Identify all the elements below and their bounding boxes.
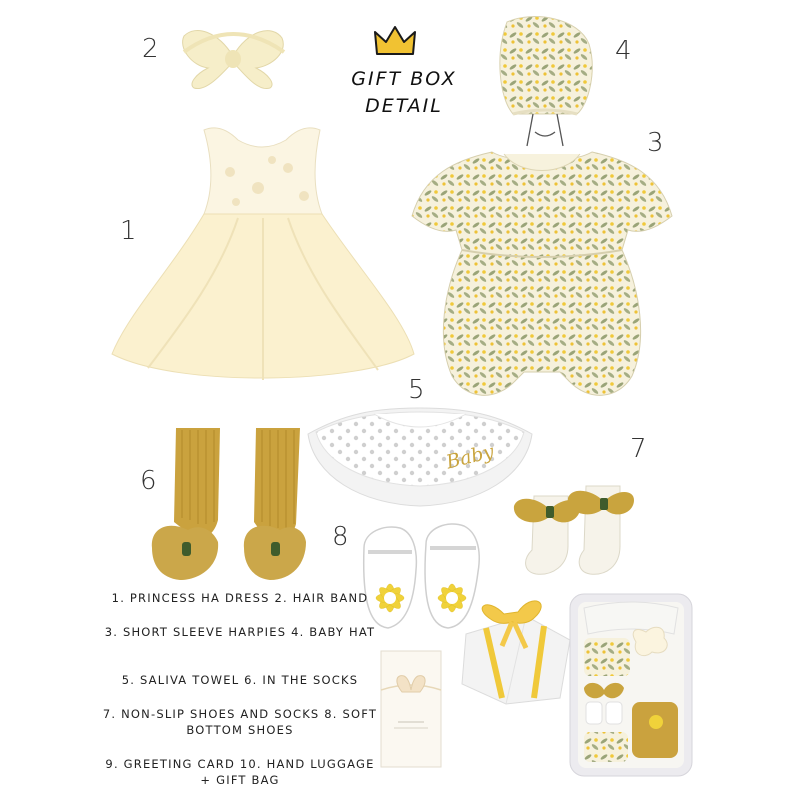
item-number-6: 6 xyxy=(140,466,157,496)
greeting-card-image xyxy=(380,650,442,768)
bib-image xyxy=(304,406,536,512)
caption-items-1-2: 1. PRINCESS HA DRESS 2. HAIR BAND xyxy=(111,591,369,605)
socks-image xyxy=(146,424,306,584)
baby-hat-image xyxy=(493,14,597,154)
bow-socks-image xyxy=(512,476,636,578)
caption-items-9-10: 9. GREETING CARD 10. HAND LUGGAGE + GIFT BAG xyxy=(105,757,375,787)
item-number-5: 5 xyxy=(408,375,425,405)
item-number-2: 2 xyxy=(142,34,159,64)
item-number-4: 4 xyxy=(615,36,632,66)
hand-luggage-image xyxy=(568,592,694,778)
page-title xyxy=(334,66,474,120)
caption-items-5-6: 5. SALIVA TOWEL 6. IN THE SOCKS xyxy=(121,673,359,687)
item-number-8: 8 xyxy=(332,522,349,552)
hair-band-image xyxy=(178,22,288,92)
princess-dress-image xyxy=(108,118,418,398)
title-line-2: DETAIL xyxy=(365,95,443,117)
caption-items-7-8: 7. NON-SLIP SHOES AND SOCKS 8. SOFT BOTTOM SHOES xyxy=(102,707,378,737)
crown-icon xyxy=(373,24,417,58)
item-number-1: 1 xyxy=(120,216,137,246)
bib-embroidery-text: Baby xyxy=(444,440,497,474)
gift-bag-image xyxy=(456,594,576,706)
caption-items-3-4: 3. SHORT SLEEVE HARPIES 4. BABY HAT xyxy=(104,625,376,639)
item-number-3: 3 xyxy=(647,128,664,158)
romper-image xyxy=(408,140,676,412)
item-number-7: 7 xyxy=(630,434,647,464)
title-line-1: GIFT BOX xyxy=(351,68,457,90)
